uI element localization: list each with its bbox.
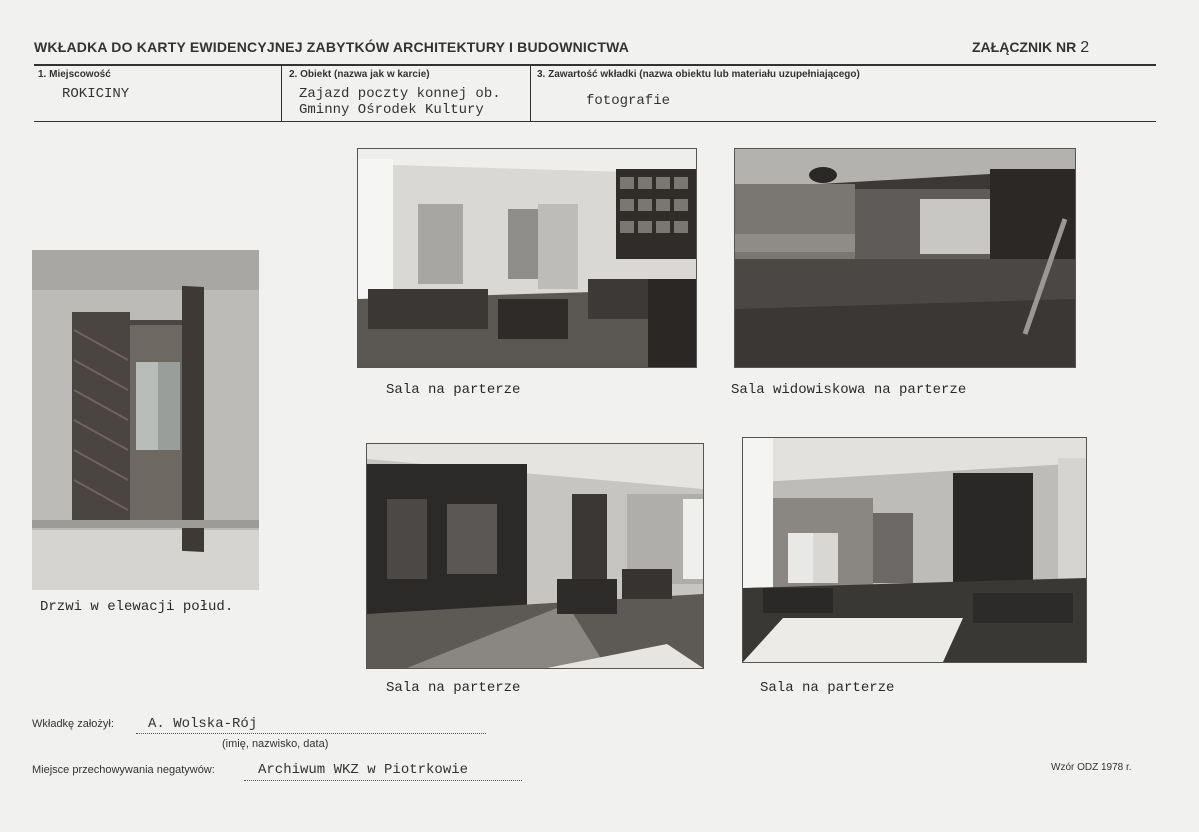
- photo-hall-2: [366, 443, 704, 669]
- negatives-value: Archiwum WKZ w Piotrkowie: [258, 762, 469, 778]
- annex-label: [972, 39, 1089, 57]
- document-title: WKŁADKA DO KARTY EWIDENCYJNEJ ZABYTKÓW ARCHITEKTURY I BUDOWNICTWA: [34, 39, 630, 55]
- caption-top-right: Sala widowiskowa na parterze: [731, 382, 967, 398]
- field-object-line2: Gminny Ośrodek Kultury: [299, 102, 484, 118]
- header-rule: [34, 64, 1156, 66]
- fields-bottom-rule: [34, 121, 1156, 122]
- photo-hall-3: [742, 437, 1087, 663]
- field-contents-value: fotografie: [586, 93, 671, 109]
- photo-hall-3-image: [743, 438, 1086, 662]
- annex-number: 2: [1080, 39, 1090, 56]
- annex-label-text: ZAŁĄCZNIK NR: [972, 39, 1077, 55]
- photo-door: [32, 250, 259, 590]
- field-locality-label: 1. Miejscowość: [38, 69, 111, 80]
- created-by-dotline: [136, 733, 486, 734]
- caption-door: Drzwi w elewacji połud.: [40, 599, 234, 615]
- caption-bottom-left: Sala na parterze: [386, 680, 521, 696]
- field-contents-label: 3. Zawartość wkładki (nazwa obiektu lub materiału uzupełniającego): [537, 69, 860, 80]
- field-locality-value: ROKICINY: [62, 86, 130, 102]
- negatives-label: Miejsce przechowywania negatywów:: [32, 764, 215, 776]
- photo-theatre-hall: [734, 148, 1076, 368]
- photo-hall-1: [357, 148, 697, 368]
- created-by-value: A. Wolska-Rój: [148, 716, 258, 732]
- negatives-dotline: [244, 780, 522, 781]
- photo-hall-2-image: [367, 444, 703, 668]
- photo-theatre-hall-image: [735, 149, 1075, 367]
- field-divider-1: [281, 66, 282, 121]
- caption-top-left: Sala na parterze: [386, 382, 521, 398]
- field-object-line1: Zajazd poczty konnej ob.: [299, 86, 501, 102]
- form-reference: Wzór ODZ 1978 r.: [1051, 762, 1132, 773]
- photo-door-image: [32, 250, 259, 590]
- field-divider-2: [530, 66, 531, 121]
- photo-hall-1-image: [358, 149, 696, 367]
- created-by-hint: (imię, nazwisko, data): [222, 738, 329, 750]
- created-by-label: Wkładkę założył:: [32, 718, 114, 730]
- caption-bottom-right: Sala na parterze: [760, 680, 895, 696]
- field-object-label: 2. Obiekt (nazwa jak w karcie): [289, 69, 430, 80]
